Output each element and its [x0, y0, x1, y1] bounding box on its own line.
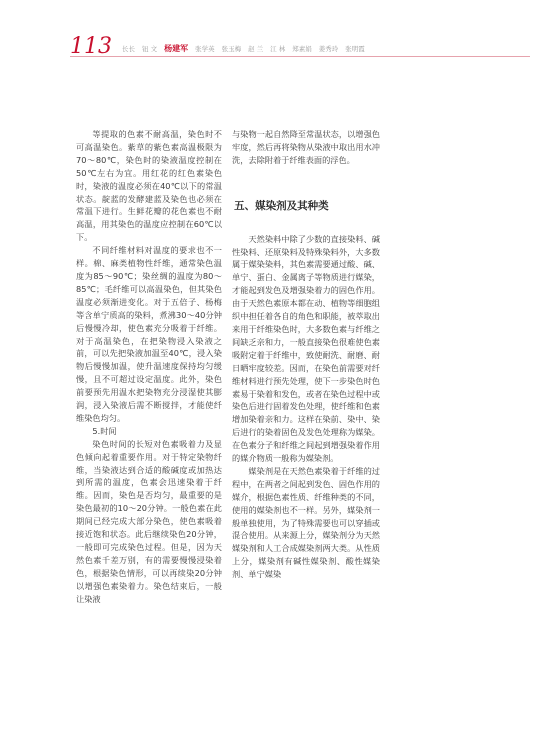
subheading: 5.时间	[92, 425, 117, 436]
body-paragraph: 不同纤维材料对温度的要求也不一样。棉、麻类植物性纤维，通常染色温度为85～90℃；染丝绸的温度为80～85℃；毛纤维可以高温染色，但其染色温度必须渐进变化。对于五倍子、杨梅等含单宁质高的染料，煮沸30～40分钟后慢慢冷却，使色素充分吸着于纤维。对于高温染色，在把染物浸入染液之前，可以先把染液加温至40℃，浸入染物后慢慢加温，使升温速度保持均匀缓慢，且不可超过设定温度。此外，染色前要预先用温水把染物充分浸湿使其膨润，浸入染液后需不断搅拌，才能使纤维染色均匀。	[76, 245, 222, 423]
header-divider	[70, 56, 530, 57]
author-name: 张明霞	[345, 45, 365, 53]
body-paragraph: 天然染料中除了少数的直接染料、碱性染料、还原染料及特殊染料外，大多数属于媒染染料，其色素需要通过酸、碱、单宁、蛋白、金属离子等物质进行媒染，才能起到发色及增强染着力的固色作用。由于天然色素原本都在动、植物等细胞组织中担任着各自的角色和职能，被萃取出来用于纤维染色时，大多数色素与纤维之间缺乏亲和力，一般直接染色很难使色素吸附定着于纤维中，致使耐洗、耐磨、耐日晒牢度较差。因而，在染色前需要对纤维材料进行预先处理，使下一步染色时色素易于染着和发色，或者在染色过程中或染色后进行固着发色处理，使纤维和色素增加染着亲和力。这样在染前、染中、染后进行的染着固色及发色处理称为媒染。在色素分子和纤维之间起到增强染着作用的媒介物质一般称为媒染剂。	[232, 233, 380, 464]
body-paragraph: 媒染剂是在天然色素染着于纤维的过程中，在两者之间起到发色、固色作用的媒介，根据色素性质、纤维种类的不同，使用的媒染剂也不一样。另外，媒染剂一般单独使用，为了特殊需要也可以穿插或混合使用。从来源上分，媒染剂分为天然媒染剂和人工合成媒染剂两大类。从性质上分，媒染剂有碱性媒染剂、酸性媒染剂、单宁媒染	[232, 465, 380, 580]
author-name: 张学英	[195, 45, 215, 53]
body-paragraph: 与染物一起自然降至常温状态，以增强色牢度，然后再将染物从染液中取出用水冲洗，去除附着于纤维表面的浮色。	[232, 129, 380, 165]
page-header	[70, 36, 530, 62]
author-name: 钮 文	[142, 45, 158, 53]
author-name: 江 林	[270, 45, 286, 53]
author-name: 杨建军	[164, 44, 189, 53]
author-name: 长长	[122, 45, 135, 53]
body-paragraph: 等提取的色素不耐高温，染色时不可高温染色。紫草的紫色素高温极限为70～80℃，染色时的染液温度控制在50℃左右为宜。用红花的红色素染色时，染液的温度必须在40℃以下的常温状态。靛蓝的发酵建蓝及染色也必须在常温下进行。生鲜花瓣的花色素也不耐高温，用其染色的温度应控制在60℃以下。	[76, 129, 222, 243]
page-number: 113	[70, 34, 112, 59]
author-name: 郑素娟	[292, 45, 312, 53]
author-name: 姜秀玲	[318, 45, 339, 53]
author-name: 赵 兰	[248, 45, 264, 53]
author-names	[122, 43, 372, 54]
section-title: 五、媒染剂及其种类	[234, 199, 329, 212]
author-name: 张玉梅	[221, 45, 242, 53]
body-paragraph: 染色时间的长短对色素吸着力及显色倾向起着重要作用。对于特定染物纤维，当染液达到合适的酸碱度或加热达到所需的温度，色素会迅速染着于纤维。因而，染色是否均匀，最重要的是染色最初的10～20分钟。一般色素在此期间已经完成大部分染色，使色素吸着接近饱和状态。此后继续染色20分钟，一般即可完成染色过程。但是，因为天然色素千差万别，有的需要慢慢浸染着色，根据染色情形，可以再续染20分钟以增强色素染着力。染色结束后，一般让染液	[76, 438, 222, 604]
right-column	[232, 128, 380, 581]
left-column	[76, 128, 222, 606]
